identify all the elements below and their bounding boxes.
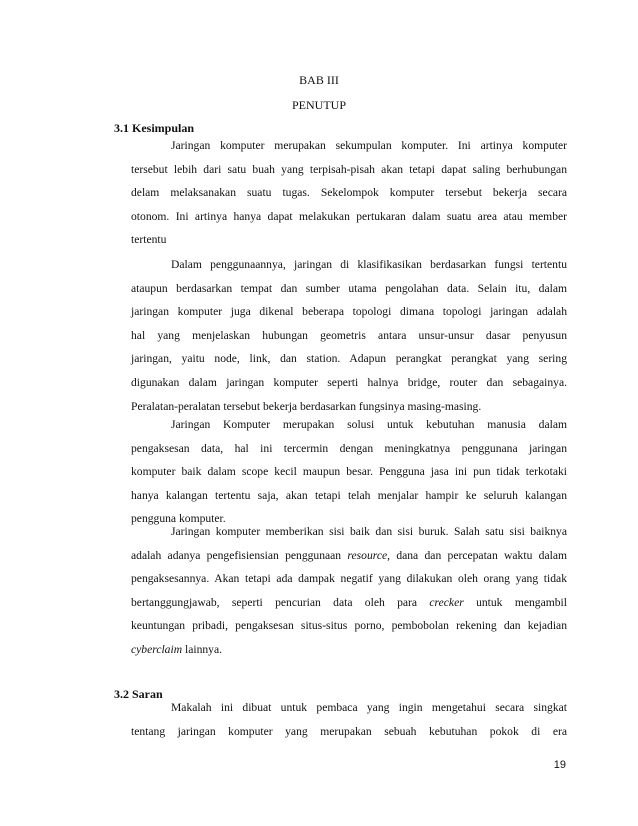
paragraph-line: [131, 638, 567, 662]
paragraph-line: pengguna komputer.: [131, 512, 226, 526]
paragraph-line: [131, 591, 567, 615]
text-run: adalah adanya pengefisiensian penggunaan: [131, 548, 348, 562]
chapter-label: BAB III: [299, 73, 339, 87]
paragraph-line: hal yang menjelaskan hubungan geometris antara unsur-unsur dasar penyusun: [131, 328, 567, 342]
paragraph-line: otonom. Ini artinya hanya dapat melakukan pertukaran dalam suatu area atau member: [131, 209, 567, 223]
emphasis-term-crecker: crecker: [429, 595, 464, 609]
text-run: lainnya.: [182, 642, 222, 656]
paragraph-line: jaringan komputer juga dikenal beberapa topologi dimana topologi jaringan adalah: [131, 305, 567, 319]
page-number: 19: [553, 759, 566, 771]
text-run: untuk mengambil: [463, 595, 567, 609]
paragraph-line: komputer baik dalam scope kecil maupun besar. Pengguna jasa ini pun tidak terkotaki: [131, 465, 567, 479]
paragraph-line: Peralatan-peralatan tersebut bekerja berdasarkan fungsinya masing-masing.: [131, 399, 482, 413]
paragraph-line: hanya kalangan tertentu saja, akan tetapi telah menjalar hampir ke seluruh kalangan: [131, 488, 567, 502]
paragraph-line: tersebut lebih dari satu buah yang terpisah-pisah akan tetapi dapat saling berhubungan: [131, 162, 567, 176]
paragraph-1: [131, 134, 567, 252]
paragraph-4: [131, 520, 567, 662]
section-heading-kesimpulan: 3.1 Kesimpulan: [114, 121, 195, 135]
chapter-title: PENUTUP: [291, 98, 346, 112]
paragraph-2: [131, 253, 567, 418]
paragraph-line: Jaringan Komputer merupakan solusi untuk kebutuhan manusia dalam: [171, 418, 567, 431]
text-run: bertanggungjawab, seperti pencurian data oleh para: [131, 595, 430, 609]
emphasis-term-resource: resource: [347, 548, 388, 562]
paragraph-5: [131, 696, 567, 743]
paragraph-line: jaringan, yaitu node, link, dan station. Adapun perangkat perangkat yang sering: [131, 352, 567, 366]
paragraph-line: tertentu: [131, 233, 167, 247]
paragraph-line: Dalam penggunaannya, jaringan di klasifikasikan berdasarkan fungsi tertentu: [171, 258, 567, 271]
paragraph-line: [131, 544, 567, 568]
paragraph-line: pengaksesan data, hal ini tercermin dengan meningkatnya penggunana jaringan: [131, 441, 567, 455]
paragraph-line: Jaringan komputer memberikan sisi baik dan sisi buruk. Salah satu sisi baiknya: [171, 525, 567, 538]
paragraph-line: pengaksesannya. Akan tetapi ada dampak negatif yang dilakukan oleh orang yang tidak: [131, 572, 567, 586]
paragraph-line: keuntungan pribadi, pengaksesan situs-situs porno, pembobolan rekening dan kejadian: [131, 619, 567, 633]
paragraph-line: Makalah ini dibuat untuk pembaca yang ingin mengetahui secara singkat: [171, 701, 567, 714]
paragraph-line: tentang jaringan komputer yang merupakan sebuah kebutuhan pokok di era: [131, 724, 567, 738]
paragraph-line: delam melaksanakan suatu tugas. Sekelompok komputer tersebut bekerja secara: [131, 186, 567, 200]
paragraph-3: [131, 413, 567, 531]
paragraph-line: Jaringan komputer merupakan sekumpulan komputer. Ini artinya komputer: [171, 139, 567, 152]
section-heading-saran: 3.2 Saran: [114, 687, 163, 701]
paragraph-line: ataupun berdasarkan tempat dan sumber utama pengolahan data. Selain itu, dalam: [131, 281, 567, 295]
emphasis-term-cyberclaim: cyberclaim: [131, 642, 183, 656]
text-run: , dana dan percepatan waktu dalam: [387, 548, 567, 562]
paragraph-line: digunakan dalam jaringan komputer seperti halnya bridge, router dan sebagainya.: [131, 375, 567, 389]
